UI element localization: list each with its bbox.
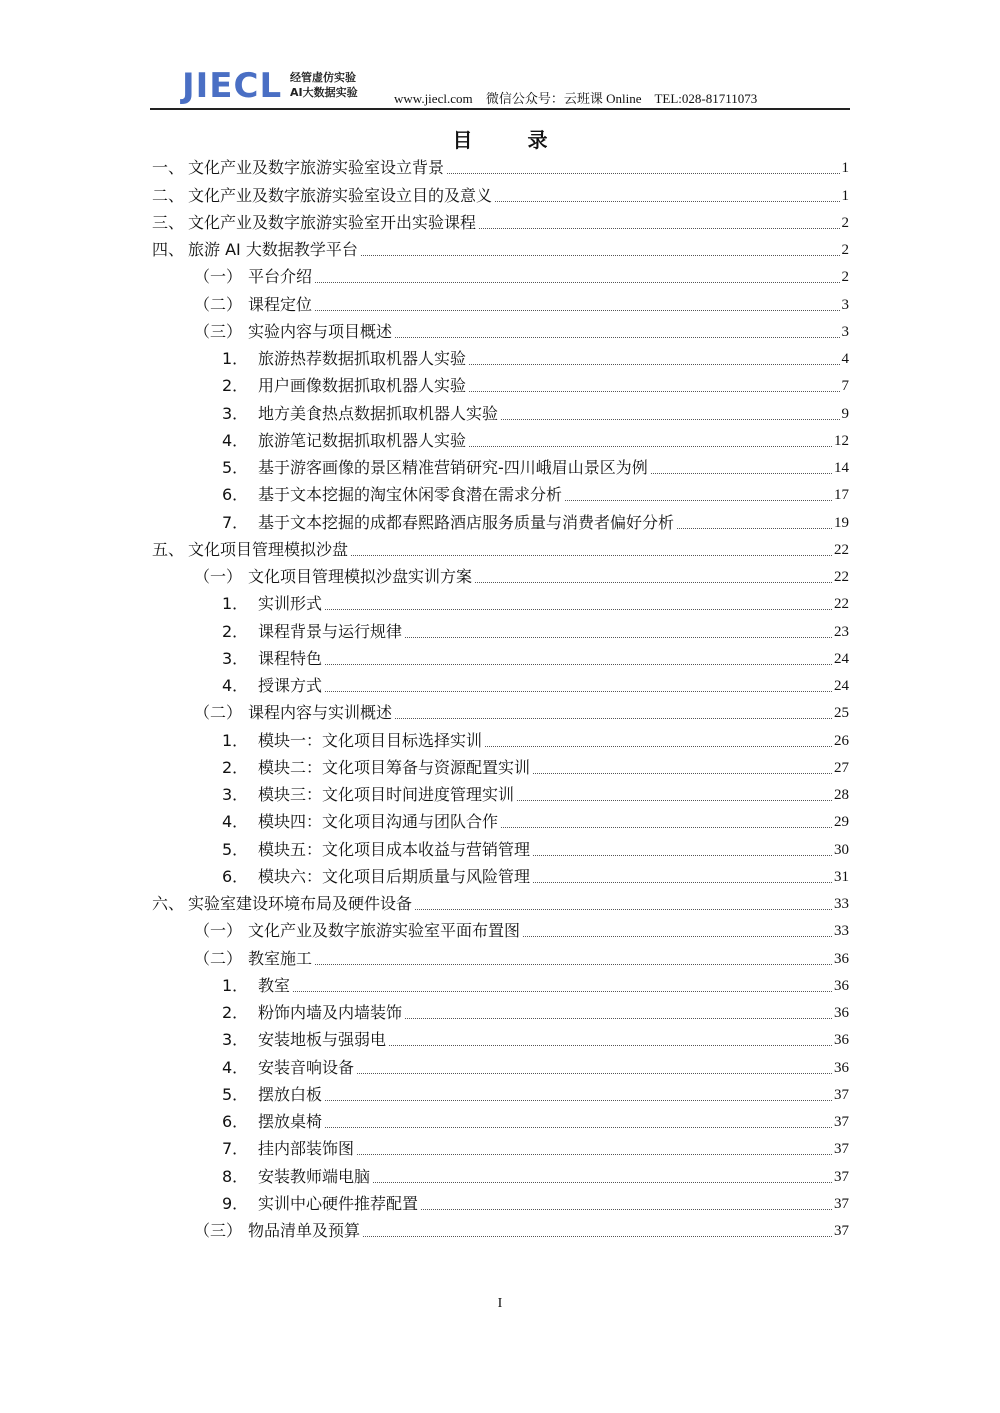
toc-entry-label: 教室施工 xyxy=(248,948,313,968)
toc-entry[interactable] xyxy=(152,779,849,806)
toc-entry-page: 36 xyxy=(834,950,849,967)
toc-entry-label: 实验室建设环境布局及硬件设备 xyxy=(188,894,413,913)
toc-leader-dots xyxy=(501,419,839,420)
toc-leader-dots xyxy=(325,1100,832,1101)
toc-entry-page: 24 xyxy=(834,678,849,694)
toc-entry-page: 19 xyxy=(834,514,849,531)
toc-entry-number: 1． xyxy=(222,594,249,614)
toc-entry-page: 36 xyxy=(834,977,849,994)
toc-entry-number: （二） xyxy=(194,294,243,314)
toc-entry-label: 文化项目管理模拟沙盘 xyxy=(188,539,349,559)
toc-entry[interactable] xyxy=(152,452,849,479)
toc-entry[interactable] xyxy=(152,915,849,942)
toc-entry-number: 六、 xyxy=(152,894,185,913)
toc-leader-dots xyxy=(533,882,832,883)
toc-entry-label: 课程内容与实训概述 xyxy=(248,703,393,723)
toc-leader-dots xyxy=(405,637,832,638)
toc-leader-dots xyxy=(405,1018,832,1019)
toc-entry-number: （一） xyxy=(194,267,243,287)
toc-entry-page: 33 xyxy=(834,896,849,912)
toc-entry-number: 二、 xyxy=(152,185,185,205)
toc-entry-label: 安装地板与强弱电 xyxy=(258,1030,387,1050)
logo-tagline xyxy=(290,70,358,100)
toc-entry-label: 粉饰内墙及内墙装饰 xyxy=(258,1003,403,1022)
toc-entry-number: 9． xyxy=(222,1193,249,1213)
toc-entry-label: 模块四：文化项目沟通与团队合作 xyxy=(258,812,499,832)
toc-entry-number: （一） xyxy=(194,921,243,941)
toc-entry-page: 2 xyxy=(841,214,849,231)
toc-entry-page: 36 xyxy=(834,1032,849,1049)
toc-entry[interactable] xyxy=(152,615,849,642)
toc-entry-number: （一） xyxy=(194,567,243,586)
toc-entry-label: 文化产业及数字旅游实验室设立目的及意义 xyxy=(188,185,493,205)
toc-entry[interactable] xyxy=(152,833,849,860)
toc-entry-number: 6． xyxy=(222,1112,249,1131)
toc-leader-dots xyxy=(479,228,839,229)
toc-entry-page: 33 xyxy=(834,923,849,940)
toc-entry-number: 2． xyxy=(222,376,249,396)
toc-entry-page: 31 xyxy=(834,868,849,885)
toc-entry-number: 6． xyxy=(222,485,249,505)
toc-leader-dots xyxy=(395,337,839,338)
toc-leader-dots xyxy=(363,1236,832,1237)
toc-leader-dots xyxy=(325,609,832,610)
toc-entry-page: 37 xyxy=(834,1223,849,1239)
toc-entry-label: 实训中心硬件推荐配置 xyxy=(258,1193,419,1213)
toc-entry-page: 3 xyxy=(841,296,849,313)
toc-entry[interactable] xyxy=(152,888,849,915)
toc-entry-page: 29 xyxy=(834,814,849,831)
toc-entry[interactable] xyxy=(152,1024,849,1051)
toc-entry-page: 27 xyxy=(834,759,849,776)
toc-leader-dots xyxy=(415,909,832,910)
toc-entry-label: 实训形式 xyxy=(258,594,323,614)
toc-entry[interactable] xyxy=(152,561,849,588)
toc-entry[interactable] xyxy=(152,506,849,533)
toc-entry-number: 1． xyxy=(222,349,249,368)
toc-entry-number: 3． xyxy=(222,1030,249,1050)
toc-entry-number: 5． xyxy=(222,1084,249,1104)
toc-entry-page: 1 xyxy=(841,187,849,204)
toc-leader-dots xyxy=(517,800,832,801)
toc-entry[interactable] xyxy=(152,152,849,179)
toc-entry[interactable] xyxy=(152,397,849,424)
toc-entry-page: 17 xyxy=(834,487,849,504)
toc-entry[interactable] xyxy=(152,697,849,724)
toc-entry[interactable] xyxy=(152,370,849,397)
toc-entry-page: 22 xyxy=(834,569,849,585)
toc-entry[interactable] xyxy=(152,724,849,751)
toc-leader-dots xyxy=(501,827,832,828)
toc-entry[interactable] xyxy=(152,670,849,697)
toc-entry-number: 3． xyxy=(222,785,249,804)
toc-entry-label: 基于游客画像的景区精准营销研究-四川峨眉山景区为例 xyxy=(258,458,648,477)
toc-entry-number: （二） xyxy=(194,948,243,968)
toc-entry-label: 文化产业及数字旅游实验室开出实验课程 xyxy=(188,212,477,232)
toc-entry-label: 授课方式 xyxy=(258,676,323,695)
toc-entry-label: 物品清单及预算 xyxy=(248,1221,361,1240)
toc-entry-page: 37 xyxy=(834,1114,849,1130)
toc-entry[interactable] xyxy=(152,806,849,833)
toc-entry-page: 22 xyxy=(834,596,849,613)
toc-entry-label: 地方美食热点数据抓取机器人实验 xyxy=(258,403,499,423)
toc-leader-dots xyxy=(325,1127,832,1128)
wechat-account: 微信公众号：云班课 Online xyxy=(485,91,642,106)
toc-entry-number: 5． xyxy=(222,839,249,859)
toc-entry[interactable] xyxy=(152,1188,849,1215)
toc-entry-label: 实验内容与项目概述 xyxy=(248,321,393,341)
toc-entry-number: 4． xyxy=(222,430,249,450)
toc-entry[interactable] xyxy=(152,588,849,615)
toc-entry-page: 37 xyxy=(834,1195,849,1212)
toc-leader-dots xyxy=(533,855,832,856)
toc-entry-label: 模块二：文化项目筹备与资源配置实训 xyxy=(258,757,531,777)
toc-entry[interactable] xyxy=(152,1133,849,1160)
toc-leader-dots xyxy=(677,528,832,529)
jiecl-logo: JIECL xyxy=(182,66,283,106)
toc-entry[interactable] xyxy=(152,643,849,670)
toc-entry[interactable] xyxy=(152,861,849,888)
toc-entry-label: 模块一：文化项目目标选择实训 xyxy=(258,730,483,750)
toc-entry-label: 旅游 AI 大数据教学平台 xyxy=(188,240,358,259)
toc-entry-number: 3． xyxy=(222,648,249,668)
toc-entry-number: （三） xyxy=(194,321,243,341)
toc-entry[interactable] xyxy=(152,942,849,969)
table-of-contents xyxy=(152,152,849,1242)
page-header xyxy=(150,62,850,110)
toc-entry-number: 2． xyxy=(222,757,249,777)
toc-entry-page: 30 xyxy=(834,841,849,858)
toc-entry[interactable] xyxy=(152,207,849,234)
toc-entry[interactable] xyxy=(152,1106,849,1133)
toc-entry-number: 5． xyxy=(222,458,249,477)
toc-entry-label: 课程定位 xyxy=(248,294,313,314)
toc-entry[interactable] xyxy=(152,997,849,1024)
toc-entry[interactable] xyxy=(152,970,849,997)
toc-entry-number: 8． xyxy=(222,1166,249,1186)
toc-entry[interactable] xyxy=(152,234,849,261)
toc-entry-page: 7 xyxy=(841,378,849,395)
toc-leader-dots xyxy=(361,255,840,256)
toc-entry-page: 23 xyxy=(834,623,849,640)
toc-entry-page: 4 xyxy=(841,351,849,367)
toc-entry-label: 教室 xyxy=(258,975,291,995)
toc-entry[interactable] xyxy=(152,1051,849,1078)
toc-entry-label: 模块六：文化项目后期质量与风险管理 xyxy=(258,866,531,886)
toc-entry-page: 12 xyxy=(834,432,849,449)
toc-entry-label: 基于文本挖掘的成都春熙路酒店服务质量与消费者偏好分析 xyxy=(258,512,675,532)
page-number: I xyxy=(497,1296,503,1311)
toc-entry-page: 26 xyxy=(834,732,849,749)
toc-entry[interactable] xyxy=(152,316,849,343)
tagline-line-2: AI大数据实验 xyxy=(290,86,358,99)
toc-leader-dots xyxy=(475,582,832,583)
toc-leader-dots xyxy=(651,473,832,474)
toc-entry-label: 平台介绍 xyxy=(248,267,313,287)
toc-leader-dots xyxy=(447,173,839,174)
toc-entry[interactable] xyxy=(152,752,849,779)
toc-entry-number: 1． xyxy=(222,730,249,750)
toc-entry[interactable] xyxy=(152,179,849,206)
toc-entry-number: 7． xyxy=(222,512,249,532)
toc-leader-dots xyxy=(357,1154,832,1155)
toc-entry-page: 37 xyxy=(834,1086,849,1103)
toc-entry-number: 一、 xyxy=(152,158,185,178)
toc-entry-number: 三、 xyxy=(152,212,185,232)
tagline-line-1: 经管虚仿实验 xyxy=(290,71,356,84)
toc-entry-number: 4． xyxy=(222,812,249,832)
website-link[interactable]: www.jiecl.com xyxy=(394,91,473,106)
toc-entry-label: 旅游笔记数据抓取机器人实验 xyxy=(258,430,467,450)
toc-entry-number: 四、 xyxy=(152,240,185,259)
toc-leader-dots xyxy=(533,773,832,774)
toc-entry[interactable] xyxy=(152,534,849,561)
toc-entry-label: 课程背景与运行规律 xyxy=(258,621,403,641)
toc-entry-page: 2 xyxy=(841,242,849,258)
toc-entry-label: 安装教师端电脑 xyxy=(258,1166,371,1186)
toc-entry[interactable] xyxy=(152,479,849,506)
toc-entry-page: 28 xyxy=(834,787,849,803)
toc-leader-dots xyxy=(325,664,832,665)
toc-entry-number: 2． xyxy=(222,621,249,641)
toc-leader-dots xyxy=(395,718,832,719)
toc-leader-dots xyxy=(469,446,832,447)
toc-entry-label: 文化项目管理模拟沙盘实训方案 xyxy=(248,567,473,586)
toc-entry-number: 2． xyxy=(222,1003,249,1022)
telephone: TEL:028-81711073 xyxy=(654,91,758,106)
toc-entry-page: 1 xyxy=(841,160,849,177)
toc-leader-dots xyxy=(469,364,839,365)
toc-entry-number: 7． xyxy=(222,1139,249,1159)
toc-leader-dots xyxy=(469,391,839,392)
toc-title: 目 录 xyxy=(452,128,572,152)
toc-entry-page: 3 xyxy=(841,323,849,340)
header-contact xyxy=(394,88,767,107)
toc-entry-number: 3． xyxy=(222,403,249,423)
toc-leader-dots xyxy=(565,500,832,501)
toc-entry-number: 1． xyxy=(222,975,249,995)
toc-leader-dots xyxy=(315,282,839,283)
toc-entry[interactable] xyxy=(152,1079,849,1106)
toc-leader-dots xyxy=(351,555,832,556)
toc-entry-label: 模块五：文化项目成本收益与营销管理 xyxy=(258,839,531,859)
toc-entry[interactable] xyxy=(152,1160,849,1187)
toc-entry-page: 24 xyxy=(834,650,849,667)
toc-leader-dots xyxy=(315,964,832,965)
toc-entry[interactable] xyxy=(152,288,849,315)
toc-entry-label: 旅游热荐数据抓取机器人实验 xyxy=(258,349,467,368)
toc-entry-page: 9 xyxy=(841,405,849,422)
toc-entry-number: （二） xyxy=(194,703,243,723)
toc-leader-dots xyxy=(523,936,832,937)
toc-entry-page: 37 xyxy=(834,1141,849,1158)
toc-entry-label: 文化产业及数字旅游实验室设立背景 xyxy=(188,158,445,178)
toc-leader-dots xyxy=(389,1045,832,1046)
toc-entry-page: 37 xyxy=(834,1168,849,1185)
toc-entry-number: 6． xyxy=(222,866,249,886)
toc-entry-page: 36 xyxy=(834,1005,849,1021)
toc-leader-dots xyxy=(293,991,832,992)
toc-entry-label: 摆放桌椅 xyxy=(258,1112,323,1131)
toc-leader-dots xyxy=(357,1073,832,1074)
toc-entry-page: 22 xyxy=(834,541,849,558)
toc-leader-dots xyxy=(485,746,832,747)
toc-entry-label: 基于文本挖掘的淘宝休闲零食潜在需求分析 xyxy=(258,485,563,505)
toc-entry[interactable] xyxy=(152,425,849,452)
toc-entry-number: 五、 xyxy=(152,539,185,559)
toc-leader-dots xyxy=(373,1182,832,1183)
toc-entry-label: 文化产业及数字旅游实验室平面布置图 xyxy=(248,921,521,941)
toc-entry-label: 挂内部装饰图 xyxy=(258,1139,355,1159)
toc-leader-dots xyxy=(315,310,839,311)
header-divider xyxy=(150,108,850,110)
toc-entry[interactable] xyxy=(152,343,849,370)
toc-entry-label: 用户画像数据抓取机器人实验 xyxy=(258,376,467,396)
toc-entry-number: （三） xyxy=(194,1221,243,1240)
toc-entry-number: 4． xyxy=(222,1057,249,1077)
toc-entry-page: 14 xyxy=(834,460,849,476)
toc-entry-page: 36 xyxy=(834,1059,849,1076)
toc-entry-label: 安装音响设备 xyxy=(258,1057,355,1077)
toc-leader-dots xyxy=(325,691,832,692)
toc-entry-page: 2 xyxy=(841,269,849,286)
toc-entry-label: 模块三：文化项目时间进度管理实训 xyxy=(258,785,515,804)
toc-entry[interactable] xyxy=(152,1215,849,1242)
toc-leader-dots xyxy=(495,201,839,202)
toc-entry-label: 摆放白板 xyxy=(258,1084,323,1104)
toc-entry-page: 25 xyxy=(834,705,849,722)
toc-entry[interactable] xyxy=(152,261,849,288)
toc-leader-dots xyxy=(421,1209,832,1210)
toc-entry-number: 4． xyxy=(222,676,249,695)
toc-entry-label: 课程特色 xyxy=(258,648,323,668)
